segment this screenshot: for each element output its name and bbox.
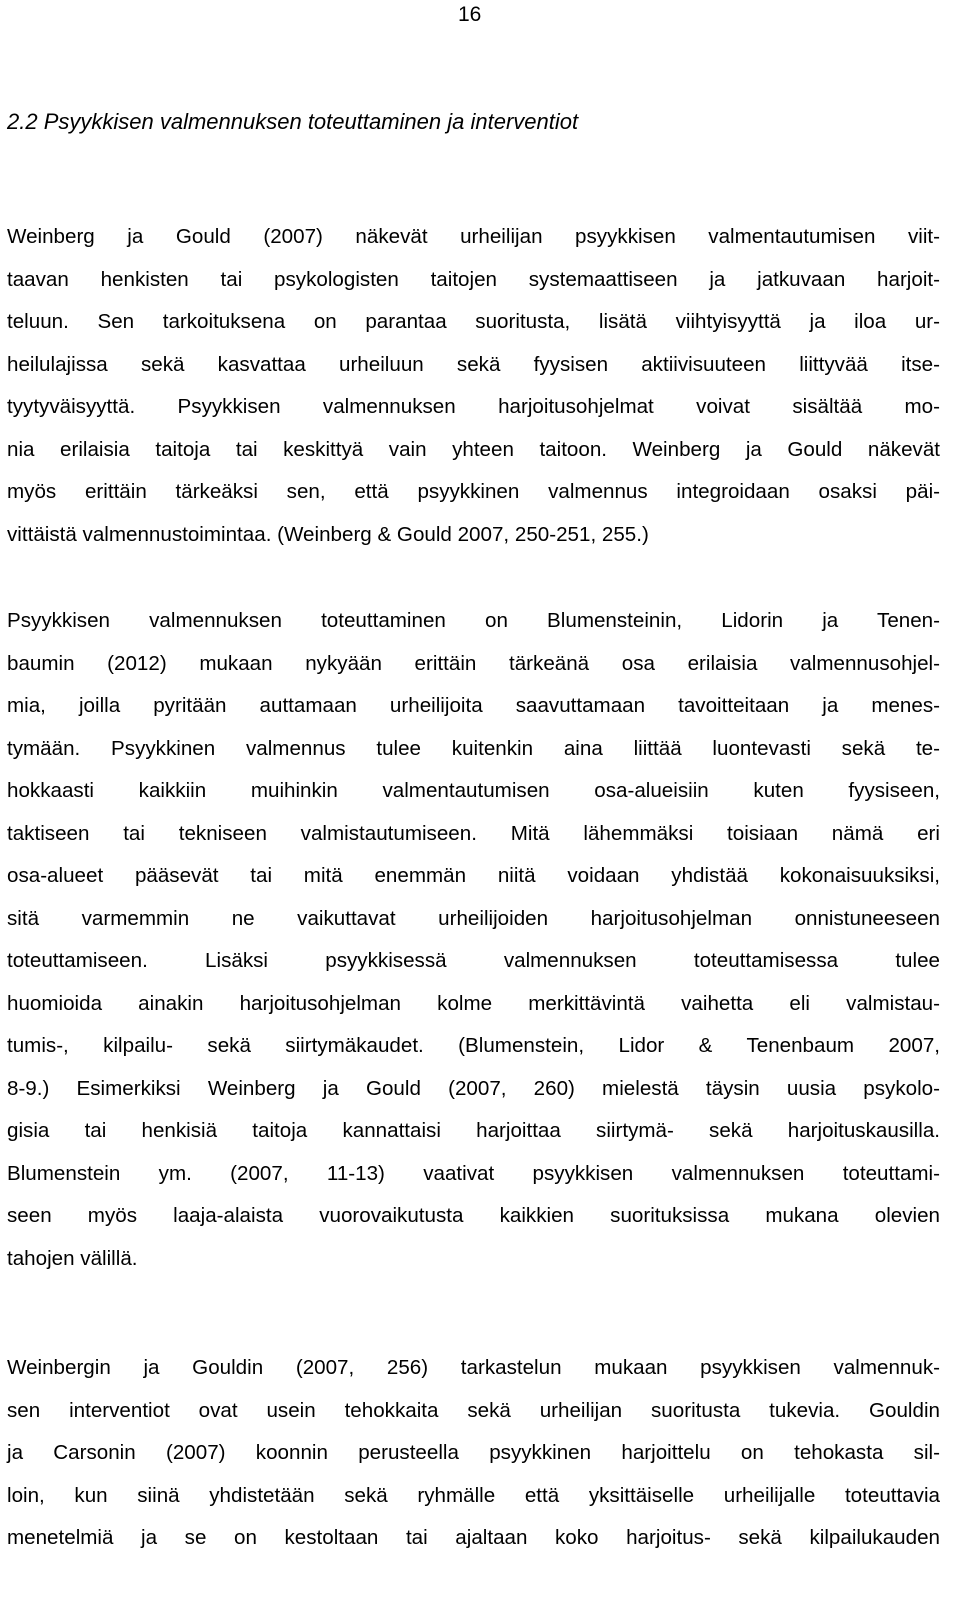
text-line: ja Carsonin (2007) koonnin perusteella psyykkinen harjoittelu on tehokasta sil- xyxy=(7,1441,940,1464)
text-line: Psyykkisen valmennuksen toteuttaminen on Blumensteinin, Lidorin ja Tenen- xyxy=(7,609,940,632)
text-line: hokkaasti kaikkiin muihinkin valmentautumisen osa-alueisiin kuten fyysiseen, xyxy=(7,779,940,802)
text-line: osa-alueet pääsevät tai mitä enemmän niitä voidaan yhdistää kokonaisuuksiksi, xyxy=(7,864,940,887)
text-line: toteuttamiseen. Lisäksi psyykkisessä valmennuksen toteuttamisessa tulee xyxy=(7,949,940,972)
text-line: heilulajissa sekä kasvattaa urheiluun sekä fyysisen aktiivisuuteen liittyvää itse- xyxy=(7,352,940,376)
text-line: tymään. Psyykkinen valmennus tulee kuitenkin aina liittää luontevasti sekä te- xyxy=(7,736,940,760)
text-line: loin, kun siinä yhdistetään sekä ryhmälle että yksittäiselle urheilijalle toteuttavia xyxy=(7,1483,940,1507)
text-line: Weinberg ja Gould (2007) näkevät urheilijan psyykkisen valmentautumisen viit- xyxy=(7,225,940,248)
text-line: Blumenstein ym. (2007, 11-13) vaativat psyykkisen valmennuksen toteuttami- xyxy=(7,1161,940,1185)
text-line: teluun. Sen tarkoituksena on parantaa suoritusta, lisätä viihtyisyyttä ja iloa ur- xyxy=(7,310,940,333)
text-line: baumin (2012) mukaan nykyään erittäin tärkeänä osa erilaisia valmennusohjel- xyxy=(7,651,940,675)
page-number: 16 xyxy=(458,3,482,26)
text-line: vittäistä valmennustoimintaa. (Weinberg & Gould 2007, 250-251, 255.) xyxy=(7,522,649,546)
section-heading: 2.2 Psyykkisen valmennuksen toteuttaminen ja interventiot xyxy=(7,109,579,134)
text-line: nia erilaisia taitoja tai keskittyä vain yhteen taitoon. Weinberg ja Gould näkevät xyxy=(7,437,940,461)
text-line: Weinbergin ja Gouldin (2007, 256) tarkastelun mukaan psyykkisen valmennuk- xyxy=(7,1356,940,1379)
text-line: tyytyväisyyttä. Psyykkisen valmennuksen harjoitusohjelmat voivat sisältää mo- xyxy=(7,395,940,418)
text-line: taavan henkisten tai psykologisten taitojen systemaattiseen ja jatkuvaan harjoit- xyxy=(7,267,940,291)
paragraph-3 xyxy=(7,1347,940,1560)
text-line: taktiseen tai tekniseen valmistautumiseen. Mitä lähemmäksi toisiaan nämä eri xyxy=(7,821,940,845)
text-line: gisia tai henkisiä taitoja kannattaisi harjoittaa siirtymä- sekä harjoituskausilla. xyxy=(7,1119,940,1142)
text-line: huomioida ainakin harjoitusohjelman kolme merkittävintä vaihetta eli valmistau- xyxy=(7,991,940,1015)
text-line: tumis-, kilpailu- sekä siirtymäkaudet. (Blumenstein, Lidor & Tenenbaum 2007, xyxy=(7,1034,940,1057)
text-line: 8-9.) Esimerkiksi Weinberg ja Gould (2007, 260) mielestä täysin uusia psykolo- xyxy=(7,1076,940,1100)
text-line: mia, joilla pyritään auttamaan urheilijoita saavuttamaan tavoitteitaan ja menes- xyxy=(7,694,940,717)
paragraph-1 xyxy=(7,216,940,556)
text-line: tahojen välillä. xyxy=(7,1246,138,1270)
text-line: myös erittäin tärkeäksi sen, että psyykkinen valmennus integroidaan osaksi päi- xyxy=(7,480,940,503)
text-line: seen myös laaja-alaista vuorovaikutusta kaikkien suorituksissa mukana olevien xyxy=(7,1204,940,1227)
text-line: sitä varmemmin ne vaikuttavat urheilijoiden harjoitusohjelman onnistuneeseen xyxy=(7,906,940,930)
paragraph-2 xyxy=(7,600,940,1280)
text-line: menetelmiä ja se on kestoltaan tai ajaltaan koko harjoitus- sekä kilpailukauden xyxy=(7,1526,940,1549)
text-line: sen interventiot ovat usein tehokkaita sekä urheilijan suoritusta tukevia. Gouldin xyxy=(7,1398,940,1422)
